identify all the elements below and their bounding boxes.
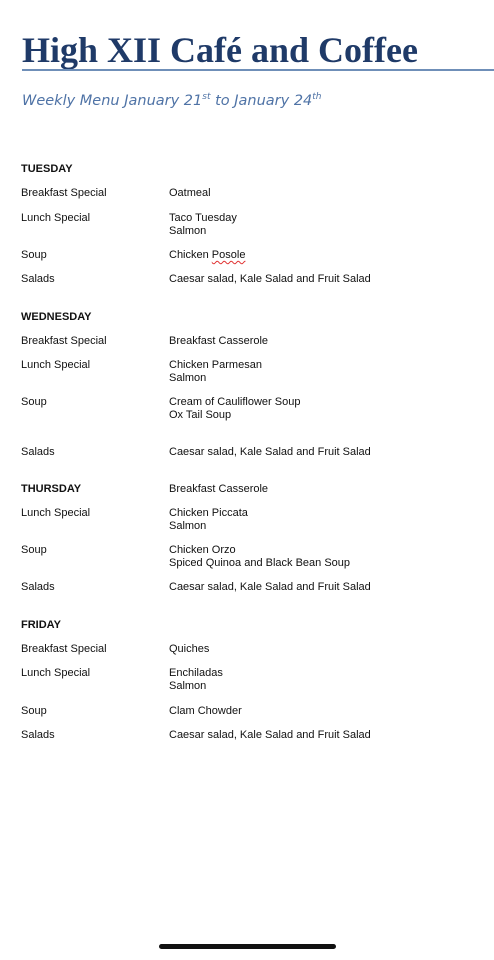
spellcheck-underlined-word: Posole xyxy=(211,249,246,261)
row-value-salads: Caesar salad, Kale Salad and Fruit Salad xyxy=(169,581,371,593)
row-label-soup: Soup xyxy=(21,544,47,556)
row-label-soup: Soup xyxy=(21,705,47,717)
menu-item: Chicken Parmesan xyxy=(169,359,262,371)
row-label-breakfast: Breakfast Special xyxy=(21,643,107,655)
menu-item: Cream of Cauliflower Soup xyxy=(169,396,301,408)
menu-item: Chicken Orzo xyxy=(169,544,236,556)
row-value-salads: Caesar salad, Kale Salad and Fruit Salad xyxy=(169,446,371,458)
row-value-lunch xyxy=(169,212,237,237)
row-value-soup xyxy=(169,396,300,421)
row-value-lunch xyxy=(169,507,248,532)
home-indicator-bar[interactable] xyxy=(159,944,336,949)
row-label-lunch: Lunch Special xyxy=(21,507,91,519)
row-value-lunch xyxy=(169,667,223,692)
menu-item: Chicken Piccata xyxy=(169,507,248,519)
row-label-salads: Salads xyxy=(21,729,55,741)
day-heading-friday: FRIDAY xyxy=(21,619,61,631)
menu-item-text: Chicken xyxy=(169,249,212,261)
row-value-lunch xyxy=(169,359,262,384)
subtitle-superscript-1: st xyxy=(202,92,211,102)
menu-item: Spiced Quinoa and Black Bean Soup xyxy=(169,556,351,569)
row-value-salads: Caesar salad, Kale Salad and Fruit Salad xyxy=(169,273,371,285)
menu-item: Enchiladas xyxy=(169,667,223,679)
row-value-soup xyxy=(169,544,350,569)
day-heading-wednesday: WEDNESDAY xyxy=(21,311,92,323)
row-label-lunch: Lunch Special xyxy=(21,359,91,371)
menu-item: Salmon xyxy=(169,371,207,384)
row-value-breakfast: Breakfast Casserole xyxy=(169,335,269,347)
menu-item: Taco Tuesday xyxy=(169,212,237,224)
subtitle-superscript-2: th xyxy=(312,92,322,102)
menu-item: Salmon xyxy=(169,224,207,237)
day-heading-thursday: THURSDAY xyxy=(21,483,82,495)
menu-item: Ox Tail Soup xyxy=(169,408,232,421)
row-value-soup xyxy=(169,249,245,262)
subtitle-middle: to January 24 xyxy=(210,93,313,109)
row-label-lunch: Lunch Special xyxy=(21,212,91,224)
row-value-breakfast: Quiches xyxy=(169,643,210,655)
row-label-soup: Soup xyxy=(21,396,47,408)
row-value-breakfast: Breakfast Casserole xyxy=(169,483,269,495)
day-heading-tuesday: TUESDAY xyxy=(21,163,73,175)
row-label-breakfast: Breakfast Special xyxy=(21,335,107,347)
page-title: High XII Café and Coffee xyxy=(22,30,418,70)
row-value-soup: Clam Chowder xyxy=(169,705,242,717)
row-label-soup: Soup xyxy=(21,249,47,261)
menu-item: Salmon xyxy=(169,679,207,692)
row-label-salads: Salads xyxy=(21,446,55,458)
row-label-salads: Salads xyxy=(21,273,55,285)
subtitle-prefix: Weekly Menu January 21 xyxy=(22,93,203,109)
row-value-salads: Caesar salad, Kale Salad and Fruit Salad xyxy=(169,729,371,741)
row-value-breakfast: Oatmeal xyxy=(169,187,211,199)
row-label-salads: Salads xyxy=(21,581,55,593)
menu-item: Salmon xyxy=(169,519,207,532)
row-label-lunch: Lunch Special xyxy=(21,667,91,679)
row-label-breakfast: Breakfast Special xyxy=(21,187,107,199)
